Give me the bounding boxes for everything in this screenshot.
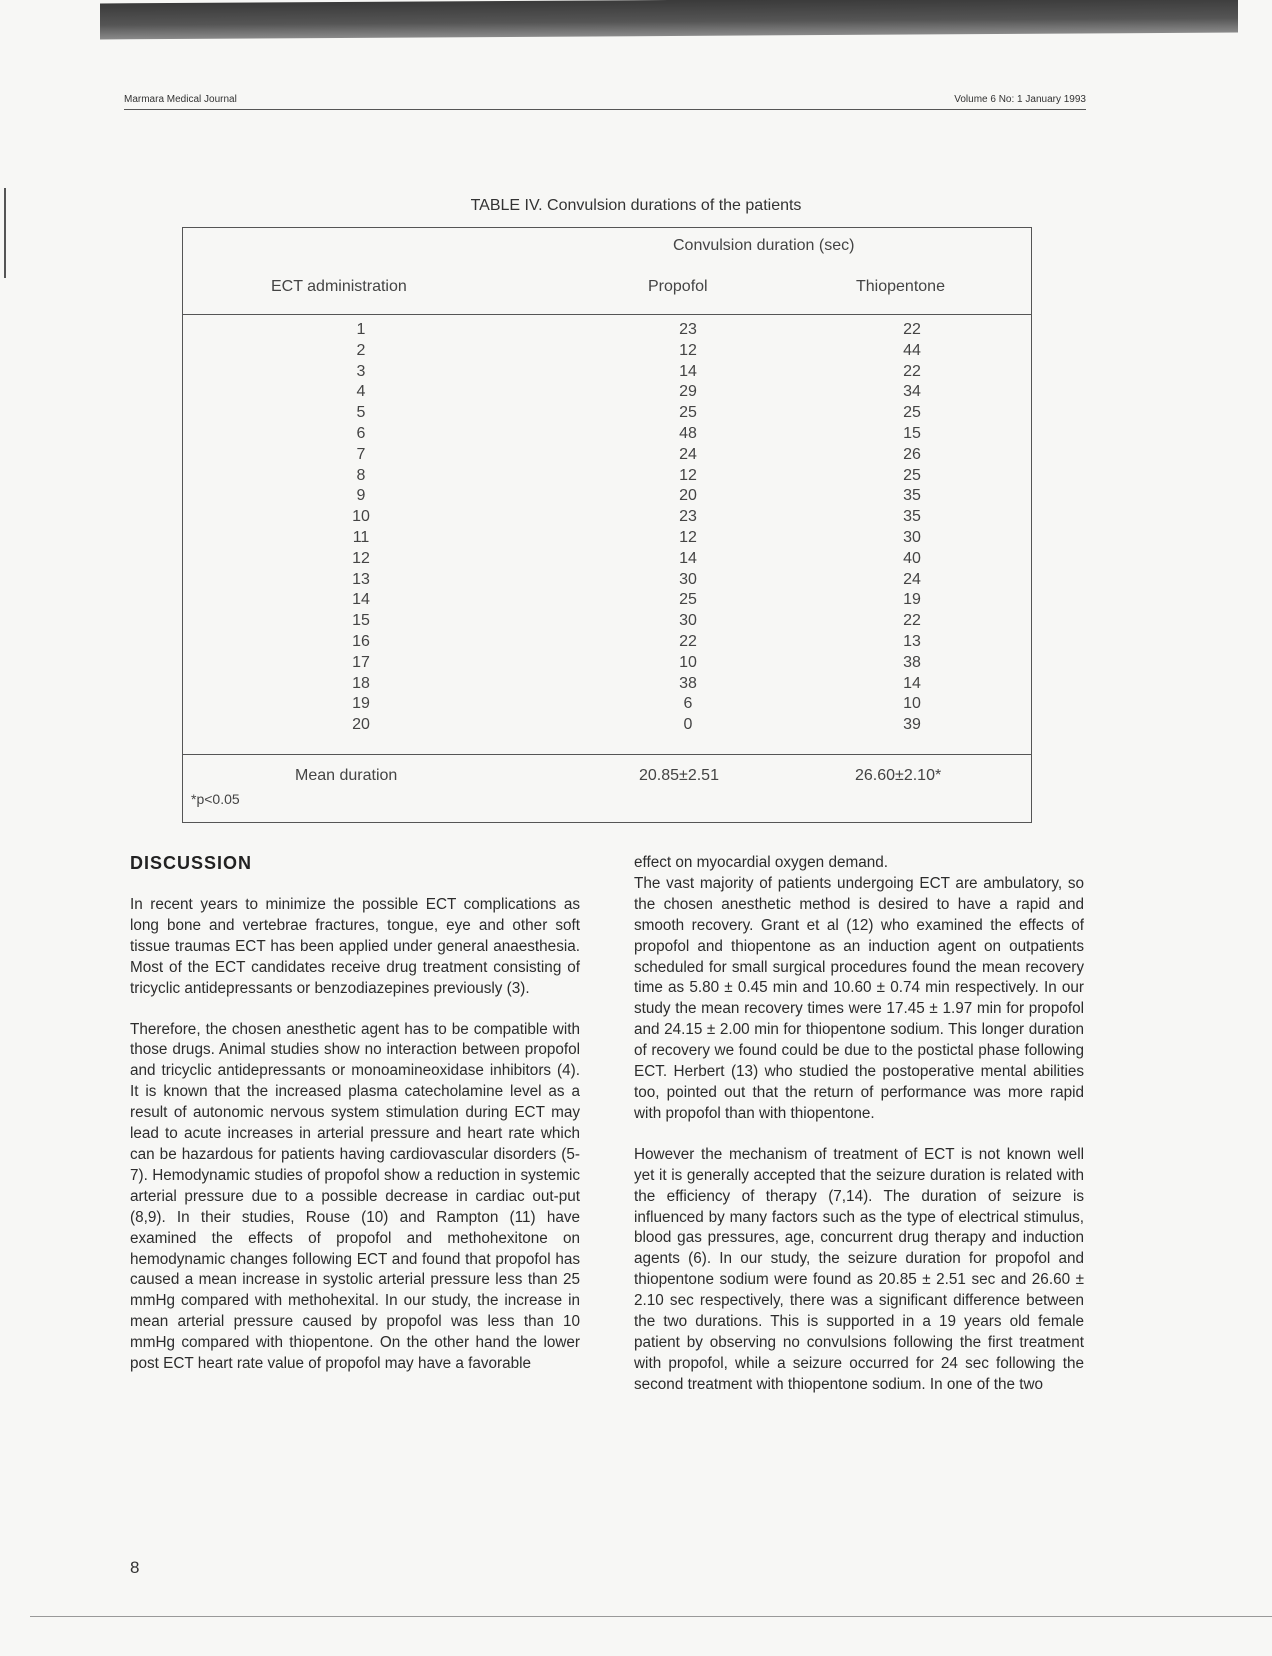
table-cell-ect: 3 <box>356 362 366 380</box>
table-cell-propofol: 29 <box>679 383 697 401</box>
table-cell-thiopentone: 10 <box>903 695 921 713</box>
paragraph: Therefore, the chosen anesthetic agent has to be compatible with those drugs. Animal studies show no interaction between propofol and tricyclic antidepressants or monoamineoxidase inhibitors (4). It is known that the increased plasma catecholamine level as a result of autonomic nervous system stimulation during ECT may lead to acute increases in arterial pressure and heart rate which can be hazardous for patients having cardiovascular disorders (5-7). Hemodynamic studies of propofol show a reduction in systemic arterial pressure due to a possible decrease in cardiac out-put (8,9). In their studies, Rouse (10) and Rampton (11) have examined the effects of propofol and methohexitone on hemodynamic changes following ECT and found that propofol has caused a mean increase in systolic arterial pressure less than 25 mmHg compared with methohexital. In our study, the increase in mean arterial pressure caused by propofol was less than 10 mmHg compared with thiopentone. On the other hand the lower post ECT heart rate value of propofol may have a favorable <box>130 1020 580 1373</box>
paragraph: The vast majority of patients undergoing ECT are ambulatory, so the chosen anesthetic method is desired to have a rapid and smooth recovery. Grant et al (12) who examined the effects of propofol and thiopentone as an induction agent on outpatients scheduled for small surgical procedures found the mean recovery time as 5.80 ± 0.45 min and 10.60 ± 0.74 min respectively. In our study the mean recovery times were 17.45 ± 1.97 min for propofol and 24.15 ± 2.00 min for thiopentone sodium. This longer duration of recovery we found could be due to the postictal phase following ECT. Herbert (13) who studied the postoperative mental abilities too, pointed out that the return of performance was more rapid with propofol than with thiopentone. <box>634 874 1084 1122</box>
table-cell-ect: 15 <box>352 612 370 630</box>
ect-column <box>296 320 426 736</box>
col-header-propofol: Propofol <box>648 278 708 295</box>
table-cell-propofol: 23 <box>679 321 697 338</box>
table-cell-ect: 9 <box>356 487 366 505</box>
scan-artifact-bar <box>100 0 1238 39</box>
table-cell-thiopentone: 25 <box>903 404 921 422</box>
table-cell-ect: 12 <box>352 549 370 567</box>
table-cell-ect: 20 <box>352 716 370 734</box>
table-cell-thiopentone: 38 <box>903 653 921 671</box>
convulsion-table <box>182 227 1032 823</box>
table-cell-thiopentone: 44 <box>903 341 921 359</box>
table-cell-propofol: 25 <box>679 404 697 422</box>
table-cell-ect: 10 <box>352 508 370 526</box>
table-cell-ect: 13 <box>352 570 370 588</box>
summary-rule <box>183 754 1031 755</box>
table-cell-thiopentone: 15 <box>903 424 921 442</box>
table-cell-propofol: 38 <box>679 674 697 692</box>
table-cell-ect: 6 <box>356 424 366 442</box>
table-cell-ect: 1 <box>356 321 366 338</box>
table-cell-propofol: 0 <box>683 716 693 734</box>
table-cell-thiopentone: 14 <box>903 674 921 692</box>
table-cell-ect: 18 <box>352 674 370 692</box>
propofol-column <box>623 320 753 736</box>
table-cell-ect: 17 <box>352 653 370 671</box>
table-cell-ect: 2 <box>356 341 366 359</box>
table-cell-ect: 8 <box>356 466 366 484</box>
table-cell-ect: 16 <box>352 632 370 650</box>
table-cell-thiopentone: 30 <box>903 528 921 546</box>
table-cell-thiopentone: 39 <box>903 716 921 734</box>
table-cell-thiopentone: 35 <box>903 487 921 505</box>
scan-bottom-line <box>30 1616 1272 1617</box>
table-cell-thiopentone: 35 <box>903 508 921 526</box>
table-cell-thiopentone: 13 <box>903 632 921 650</box>
table-cell-ect: 19 <box>352 695 370 713</box>
issue-info: Volume 6 No: 1 January 1993 <box>954 94 1086 105</box>
table-cell-thiopentone: 19 <box>903 591 921 609</box>
thiopentone-column <box>847 320 977 736</box>
table-cell-thiopentone: 22 <box>903 612 921 630</box>
table-cell-ect: 14 <box>352 591 370 609</box>
table-cell-thiopentone: 22 <box>903 362 921 380</box>
table-footnote: *p<0.05 <box>191 791 240 807</box>
table-cell-propofol: 12 <box>679 528 697 546</box>
col-header-thiopentone: Thiopentone <box>856 278 945 295</box>
table-cell-propofol: 14 <box>679 549 697 567</box>
page-number: 8 <box>130 1558 140 1577</box>
mean-label: Mean duration <box>295 767 398 784</box>
paragraph: effect on myocardial oxygen demand. <box>634 854 888 871</box>
table-cell-ect: 4 <box>356 383 366 401</box>
paragraph: However the mechanism of treatment of ECT is not known well yet it is generally accepted that the seizure duration is related with the efficiency of therapy (7,14). The duration of seizure is influenced by many factors such as the type of electrical stimulus, blood gas pressures, age, concurrent drug therapy and induction agents (6). In our study, the seizure duration for propofol and thiopentone sodium were found as 20.85 ± 2.51 sec and 26.60 ± 2.10 sec respectively, there was a significant difference between the two durations. This is supported in a 19 years old female patient by observing no convulsions following the first treatment with propofol, while a seizure occurred for 24 sec following the second treatment with thiopentone sodium. In one of the two <box>634 1145 1084 1393</box>
table-cell-propofol: 14 <box>679 362 697 380</box>
table-cell-ect: 5 <box>356 404 366 422</box>
table-cell-propofol: 25 <box>679 591 697 609</box>
paragraph: In recent years to minimize the possible ECT complications as long bone and vertebrae fractures, tongue, eye and other soft tissue traumas ECT has been applied under general anaesthesia. Most of the ECT candidates receive drug treatment consisting of tricyclic antidepressants or benzodiazepines previously (3). <box>130 896 580 997</box>
section-title: DISCUSSION <box>130 853 253 873</box>
table-cell-thiopentone: 40 <box>903 549 921 567</box>
table-cell-thiopentone: 34 <box>903 383 921 401</box>
table-cell-propofol: 30 <box>679 570 697 588</box>
table-cell-propofol: 22 <box>679 632 697 650</box>
header-rule <box>183 314 1031 315</box>
running-header <box>124 94 1086 110</box>
table-cell-thiopentone: 25 <box>903 466 921 484</box>
table-cell-propofol: 12 <box>679 466 697 484</box>
journal-name: Marmara Medical Journal <box>124 94 237 105</box>
table-cell-propofol: 48 <box>679 424 697 442</box>
col-header-ect: ECT administration <box>271 278 407 295</box>
table-cell-propofol: 6 <box>683 695 693 713</box>
table-cell-propofol: 20 <box>679 487 697 505</box>
table-cell-ect: 11 <box>352 528 370 546</box>
table-cell-propofol: 24 <box>679 445 697 463</box>
table-cell-propofol: 12 <box>679 341 697 359</box>
table-cell-propofol: 30 <box>679 612 697 630</box>
table-cell-thiopentone: 22 <box>903 321 921 338</box>
group-header: Convulsion duration (sec) <box>673 237 855 254</box>
table-cell-ect: 7 <box>356 445 366 463</box>
mean-thiopentone: 26.60±2.10* <box>855 767 942 784</box>
mean-propofol: 20.85±2.51 <box>639 767 719 784</box>
table-cell-propofol: 23 <box>679 508 697 526</box>
table-caption: TABLE IV. Convulsion durations of the patients <box>470 197 802 214</box>
table-cell-thiopentone: 24 <box>903 570 921 588</box>
table-cell-propofol: 10 <box>679 653 697 671</box>
right-text-column <box>634 853 1084 1396</box>
left-text-column <box>130 895 580 1375</box>
table-cell-thiopentone: 26 <box>903 445 921 463</box>
